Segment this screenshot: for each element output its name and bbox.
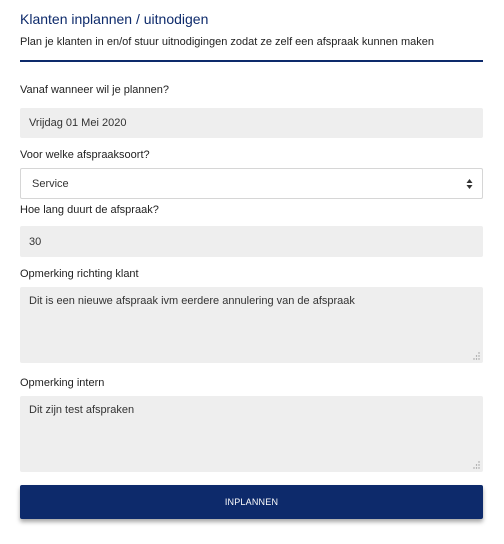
remark-internal-label: Opmerking intern	[20, 377, 105, 389]
start-date-label: Vanaf wanneer wil je plannen?	[20, 84, 170, 96]
page-subtitle: Plan je klanten in en/of stuur uitnodigingen zodat ze zelf een afspraak kunnen maken	[20, 36, 434, 48]
select-updown-icon	[466, 178, 473, 190]
remark-client-text: Dit is een nieuwe afspraak ivm eerdere annulering van de afspraak	[29, 295, 355, 307]
remark-internal-text: Dit zijn test afspraken	[29, 404, 135, 416]
resize-grip-icon[interactable]	[472, 352, 480, 360]
appointment-type-select[interactable]	[20, 168, 483, 199]
appointment-type-value: Service	[32, 177, 69, 190]
resize-grip-icon[interactable]	[472, 461, 480, 469]
remark-client-textarea[interactable]	[20, 287, 483, 363]
start-date-field[interactable]: Vrijdag 01 Mei 2020	[20, 108, 483, 138]
duration-field[interactable]: 30	[20, 226, 483, 257]
header-divider	[20, 60, 483, 62]
schedule-button[interactable]: INPLANNEN	[20, 485, 483, 519]
appointment-type-label: Voor welke afspraaksoort?	[20, 149, 150, 161]
remark-internal-textarea[interactable]	[20, 396, 483, 472]
duration-label: Hoe lang duurt de afspraak?	[20, 204, 159, 216]
page-title: Klanten inplannen / uitnodigen	[20, 11, 209, 27]
remark-client-label: Opmerking richting klant	[20, 268, 139, 280]
